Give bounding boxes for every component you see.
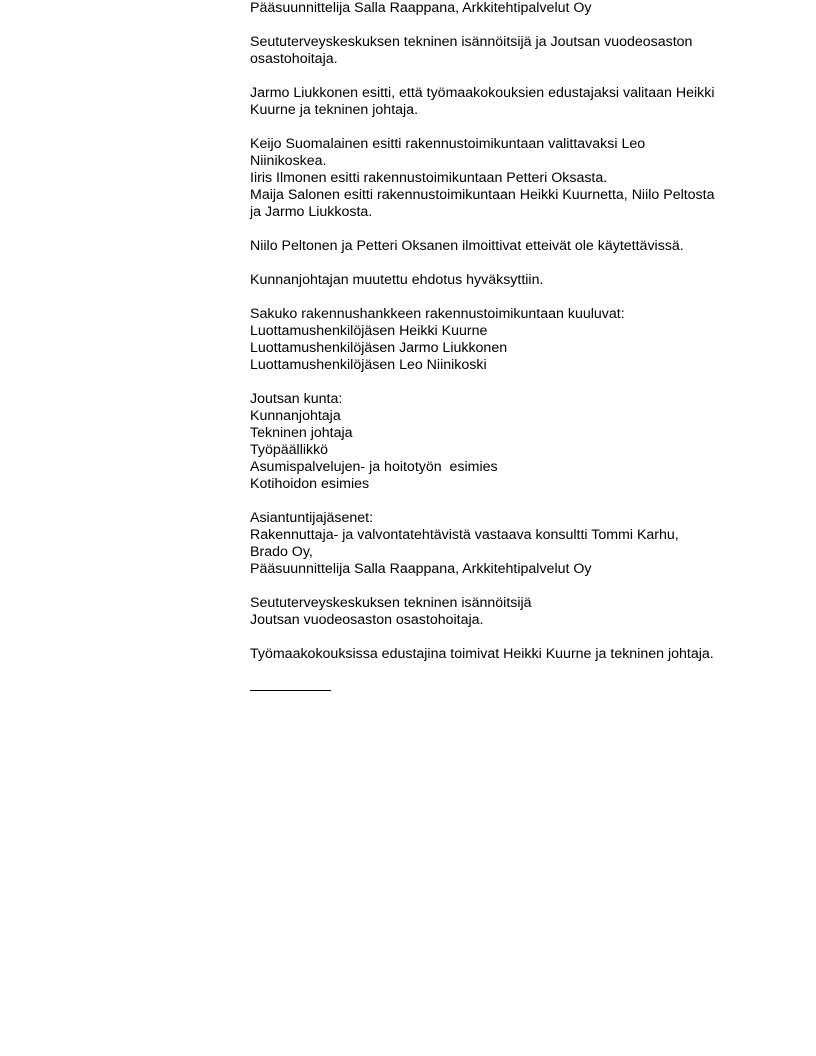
paragraph	[250, 595, 750, 629]
text-line: Niinikoskea.	[250, 153, 327, 169]
text-line: Asumispalvelujen- ja hoitotyön esimies	[250, 459, 498, 475]
paragraph	[250, 391, 750, 493]
document-body	[250, 0, 750, 663]
paragraph	[250, 0, 750, 17]
text-line: Luottamushenkilöjäsen Jarmo Liukkonen	[250, 340, 508, 356]
text-line: osastohoitaja.	[250, 51, 338, 67]
paragraph	[250, 85, 750, 119]
text-line: Joutsan kunta:	[250, 391, 343, 407]
text-line: Sakuko rakennushankkeen rakennustoimikuntaan kuuluvat:	[250, 306, 625, 322]
text-line: Asiantuntijajäsenet:	[250, 510, 374, 526]
text-line: ja Jarmo Liukkosta.	[250, 204, 373, 220]
text-line: Iiris Ilmonen esitti rakennustoimikuntaan Petteri Oksasta.	[250, 170, 608, 186]
text-line: Työpäällikkö	[250, 442, 329, 458]
text-line: Kunnanjohtaja	[250, 408, 341, 424]
text-line: Keijo Suomalainen esitti rakennustoimikuntaan valittavaksi Leo	[250, 136, 646, 152]
text-line: Maija Salonen esitti rakennustoimikuntaan Heikki Kuurnetta, Niilo Peltosta	[250, 187, 715, 203]
paragraph	[250, 272, 750, 289]
paragraph	[250, 306, 750, 374]
paragraph	[250, 136, 750, 221]
text-line: Kunnanjohtajan muutettu ehdotus hyväksyttiin.	[250, 272, 544, 288]
text-line: Niilo Peltonen ja Petteri Oksanen ilmoittivat etteivät ole käytettävissä.	[250, 238, 684, 254]
text-line: Brado Oy,	[250, 544, 313, 560]
paragraph	[250, 238, 750, 255]
paragraph	[250, 510, 750, 578]
paragraph	[250, 646, 750, 663]
text-line: Joutsan vuodeosaston osastohoitaja.	[250, 612, 484, 628]
text-line: Pääsuunnittelija Salla Raappana, Arkkitehtipalvelut Oy	[250, 0, 592, 16]
text-line: Jarmo Liukkonen esitti, että työmaakokouksien edustajaksi valitaan Heikki	[250, 85, 715, 101]
text-line: Seututerveyskeskuksen tekninen isännöitsijä	[250, 595, 532, 611]
text-line: Pääsuunnittelija Salla Raappana, Arkkitehtipalvelut Oy	[250, 561, 592, 577]
text-line: Työmaakokouksissa edustajina toimivat Heikki Kuurne ja tekninen johtaja.	[250, 646, 714, 662]
text-line: Rakennuttaja- ja valvontatehtävistä vastaava konsultti Tommi Karhu,	[250, 527, 679, 543]
text-line: Kuurne ja tekninen johtaja.	[250, 102, 419, 118]
text-line: Luottamushenkilöjäsen Heikki Kuurne	[250, 323, 488, 339]
signature-rule	[250, 690, 331, 691]
text-line: Luottamushenkilöjäsen Leo Niinikoski	[250, 357, 487, 373]
paragraph	[250, 34, 750, 68]
text-line: Tekninen johtaja	[250, 425, 353, 441]
text-line: Kotihoidon esimies	[250, 476, 370, 492]
text-line: Seututerveyskeskuksen tekninen isännöitsijä ja Joutsan vuodeosaston	[250, 34, 693, 50]
